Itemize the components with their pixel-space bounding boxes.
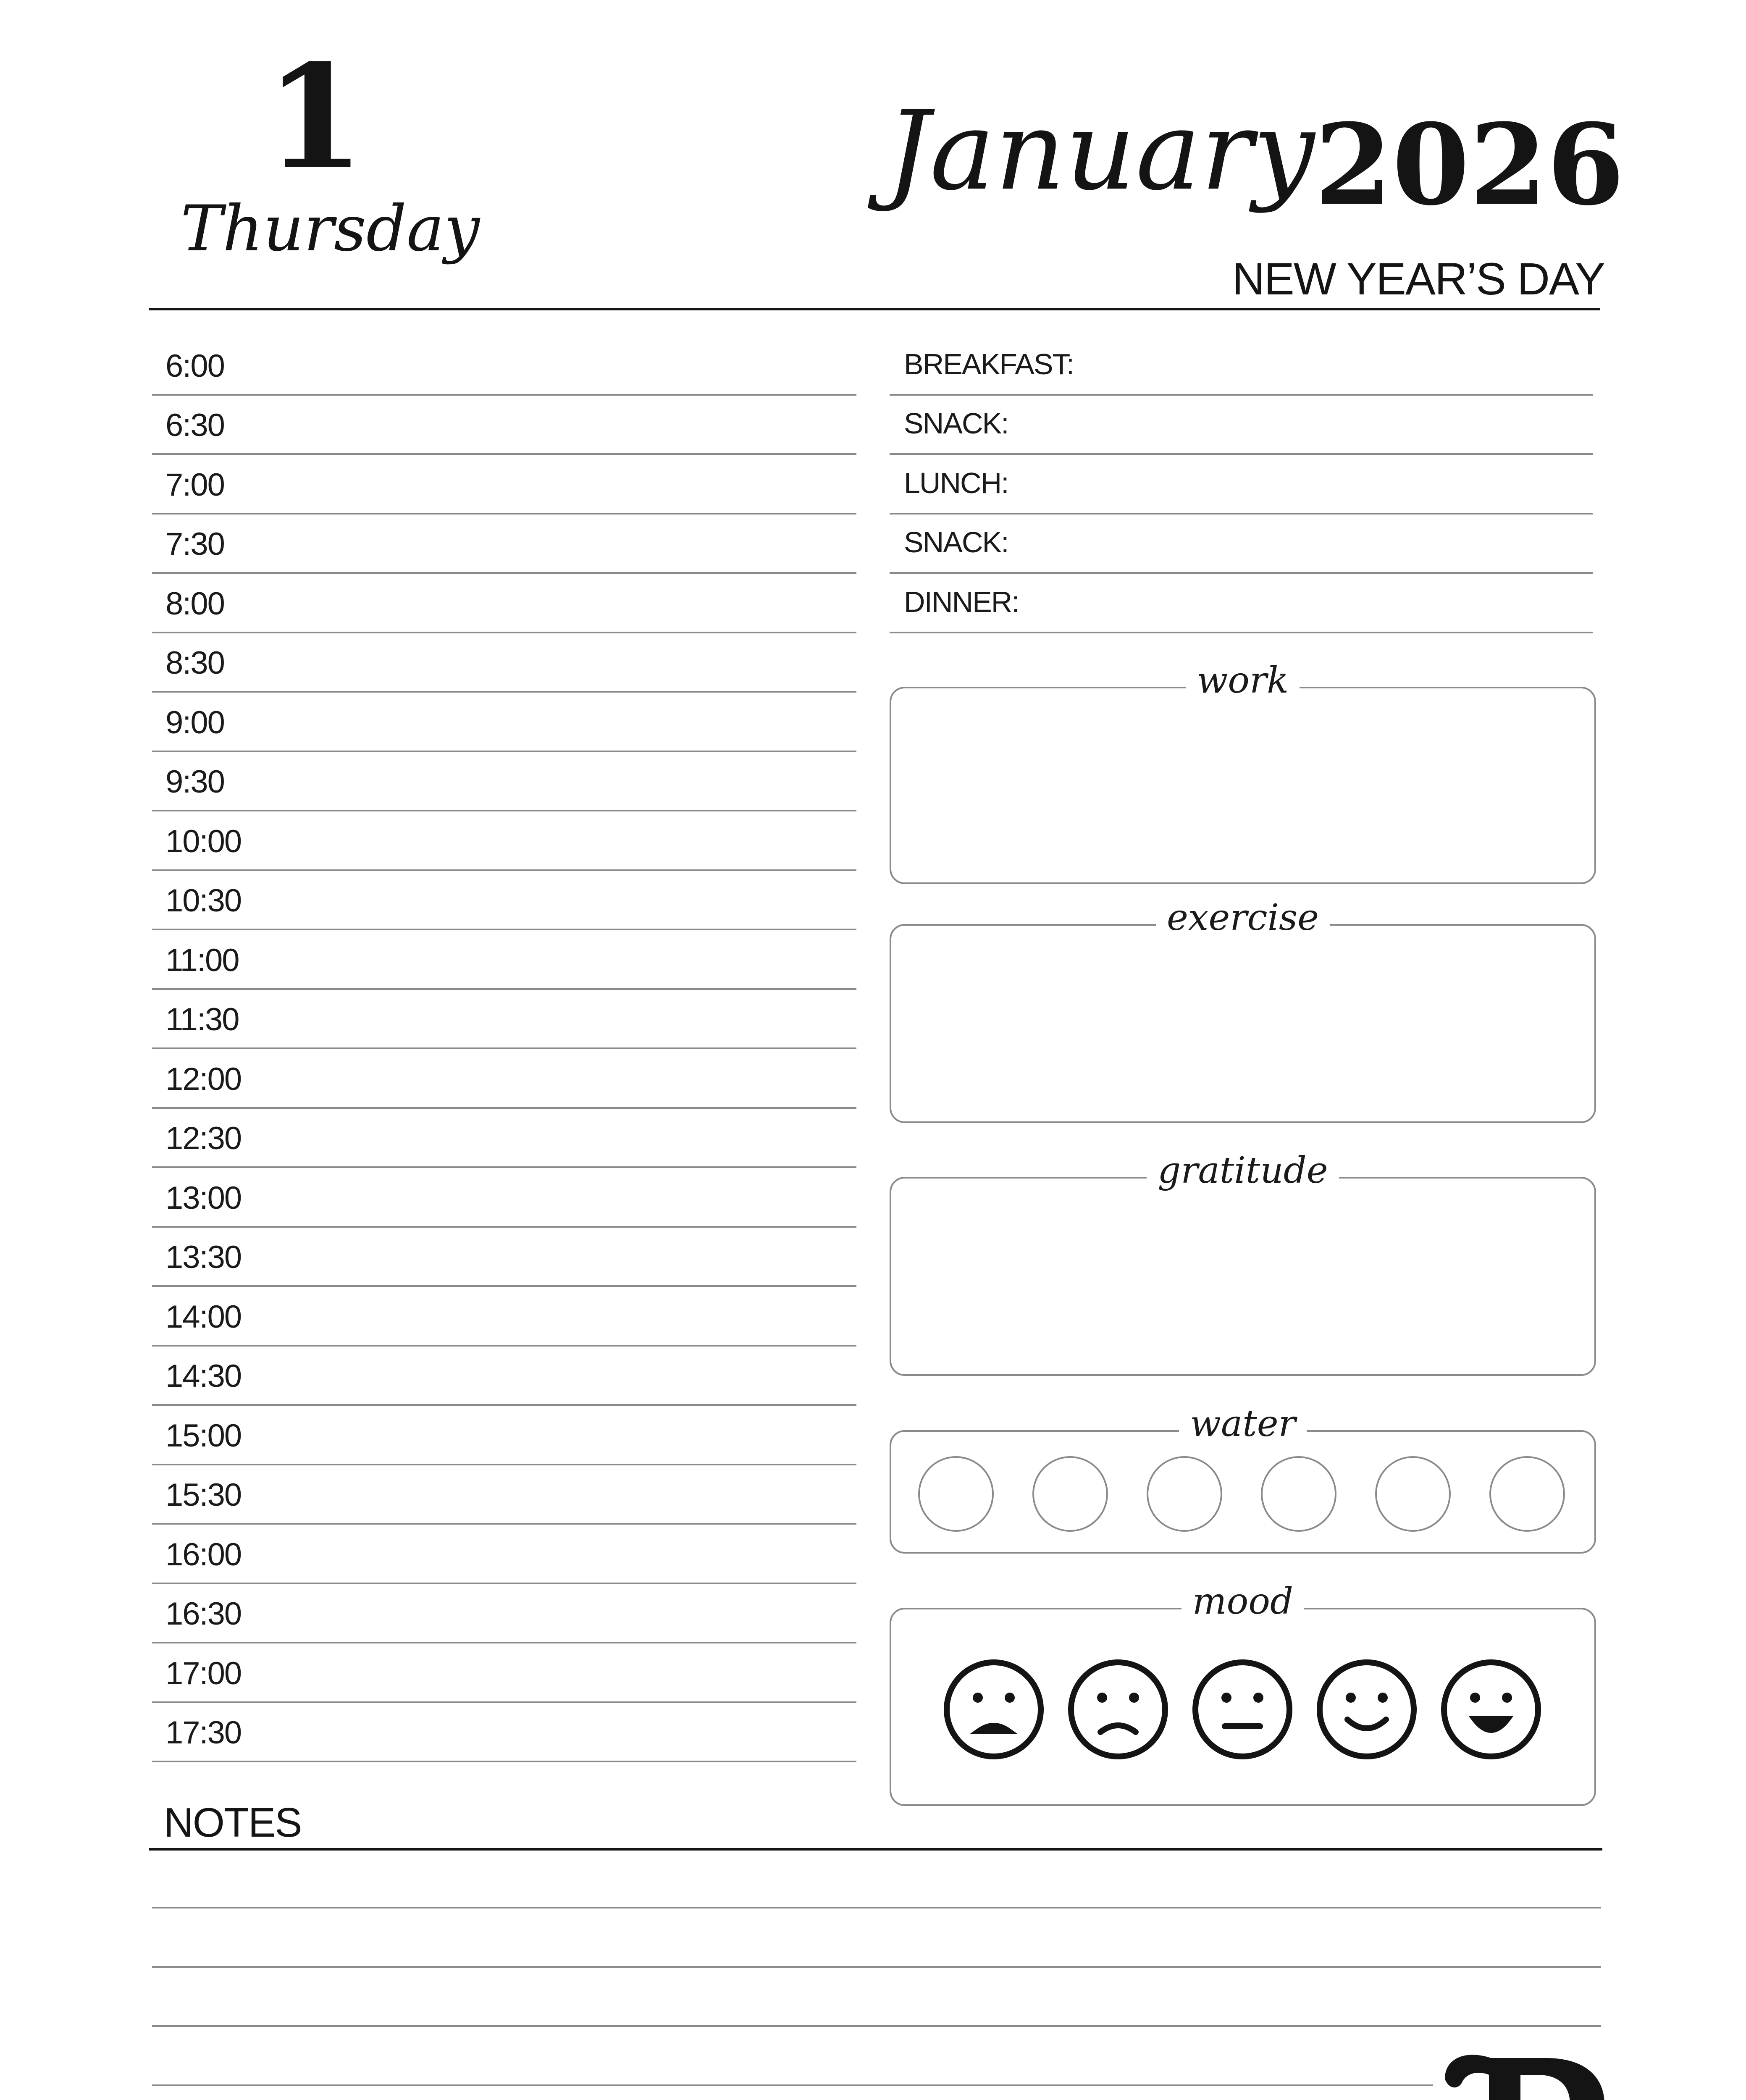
time-slot[interactable] (152, 1584, 856, 1644)
exercise-box[interactable] (890, 897, 1596, 1123)
time-label: 7:00 (165, 467, 224, 503)
water-glass-circle[interactable] (1375, 1456, 1451, 1532)
meal-dinner[interactable] (890, 574, 1593, 633)
water-title: water (1179, 1406, 1306, 1442)
work-title: work (1186, 662, 1300, 698)
time-slot[interactable] (152, 1465, 856, 1525)
time-label: 17:00 (165, 1655, 242, 1691)
time-slot[interactable] (152, 514, 856, 574)
work-box[interactable] (890, 659, 1596, 884)
sad-face-icon[interactable] (1071, 1662, 1165, 1756)
time-label: 15:30 (165, 1477, 242, 1513)
month-name: January (886, 88, 1315, 215)
year: 2026 (1315, 100, 1625, 230)
time-label: 12:30 (165, 1121, 242, 1156)
notes-divider (149, 1848, 1602, 1851)
header-divider (149, 308, 1600, 310)
notes-line[interactable] (152, 2025, 1601, 2027)
mood-title: mood (1182, 1583, 1304, 1620)
water-glass-circle[interactable] (1147, 1456, 1222, 1532)
meal-snack-pm[interactable] (890, 514, 1593, 574)
mood-box (890, 1580, 1596, 1806)
smile-face-icon[interactable] (1320, 1662, 1414, 1756)
time-label: 14:30 (165, 1358, 242, 1394)
meal-snack-am[interactable] (890, 396, 1593, 455)
time-label: 9:30 (165, 764, 224, 800)
time-slot[interactable] (152, 1109, 856, 1168)
time-label: 16:30 (165, 1596, 242, 1632)
meal-plan (890, 336, 1593, 633)
meal-lunch[interactable] (890, 455, 1593, 514)
water-glass-circle[interactable] (1489, 1456, 1565, 1532)
time-label: 9:00 (165, 704, 224, 740)
time-slot[interactable] (152, 1287, 856, 1347)
time-label: 13:00 (165, 1180, 242, 1216)
meal-label: DINNER: (904, 585, 1019, 618)
exercise-title: exercise (1156, 900, 1330, 936)
holiday-label: NEW YEAR’S DAY (1232, 253, 1604, 304)
time-label: 17:30 (165, 1715, 242, 1751)
time-slot[interactable] (152, 1228, 856, 1287)
time-slot[interactable] (152, 1525, 856, 1584)
time-slot[interactable] (152, 633, 856, 693)
time-label: 15:00 (165, 1418, 242, 1454)
time-label: 14:00 (165, 1299, 242, 1335)
time-label: 6:00 (165, 348, 224, 384)
water-box (890, 1403, 1596, 1554)
monogram-p-logo (1436, 2050, 1613, 2100)
gratitude-title: gratitude (1147, 1152, 1339, 1189)
neutral-face-icon[interactable] (1195, 1662, 1289, 1756)
time-label: 11:30 (165, 1002, 239, 1037)
happy-face-icon[interactable] (1444, 1662, 1538, 1756)
notes-line[interactable] (152, 1907, 1601, 1908)
time-slot[interactable] (152, 1347, 856, 1406)
mood-faces (891, 1609, 1594, 1804)
meal-label: SNACK: (904, 407, 1008, 440)
time-slot[interactable] (152, 1643, 856, 1703)
time-label: 6:30 (165, 407, 224, 443)
day-number: 1 (265, 34, 365, 201)
time-slot[interactable] (152, 693, 856, 752)
time-slot[interactable] (152, 1406, 856, 1465)
meal-label: SNACK: (904, 526, 1008, 559)
time-label: 7:30 (165, 526, 224, 562)
gratitude-box[interactable] (890, 1150, 1596, 1376)
time-slot[interactable] (152, 1703, 856, 1763)
time-slot[interactable] (152, 455, 856, 514)
time-slot[interactable] (152, 1168, 856, 1228)
time-label: 8:30 (165, 645, 224, 681)
time-label: 10:00 (165, 823, 242, 859)
time-label: 10:30 (165, 883, 242, 919)
meal-breakfast[interactable] (890, 336, 1593, 396)
notes-title: NOTES (164, 1799, 302, 1845)
time-label: 13:30 (165, 1239, 242, 1275)
day-name: Thursday (181, 192, 480, 265)
time-label: 8:00 (165, 585, 224, 622)
hourly-schedule (152, 336, 856, 1762)
time-slot[interactable] (152, 574, 856, 633)
notes-line[interactable] (152, 1966, 1601, 1968)
time-slot[interactable] (152, 396, 856, 455)
water-glass-circle[interactable] (1261, 1456, 1336, 1532)
very-sad-face-icon[interactable] (947, 1662, 1041, 1756)
time-label: 12:00 (165, 1061, 242, 1097)
time-slot[interactable] (152, 930, 856, 990)
time-slot[interactable] (152, 871, 856, 931)
time-label: 11:00 (165, 942, 239, 978)
meal-label: LUNCH: (904, 466, 1008, 499)
water-glass-circle[interactable] (918, 1456, 994, 1532)
time-slot[interactable] (152, 990, 856, 1050)
time-label: 16:00 (165, 1536, 242, 1572)
meal-label: BREAKFAST: (904, 347, 1074, 381)
time-slot[interactable] (152, 752, 856, 812)
time-slot[interactable] (152, 1049, 856, 1109)
water-glass-circle[interactable] (1032, 1456, 1108, 1532)
time-slot[interactable] (152, 336, 856, 396)
time-slot[interactable] (152, 811, 856, 871)
notes-line[interactable] (152, 2084, 1433, 2086)
